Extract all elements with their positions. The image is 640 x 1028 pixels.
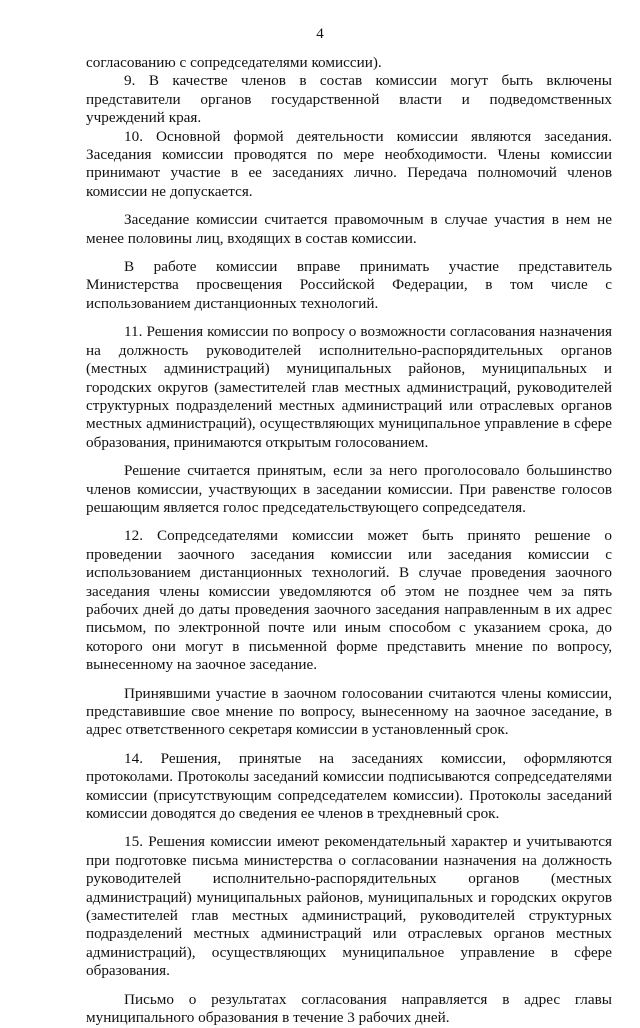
paragraph-continuation: согласованию с сопредседателями комиссии). xyxy=(86,54,382,71)
paragraph-majority-vote: Решение считается принятым, если за него проголосовало большинство членов комиссии, участвующих в заседании комиссии. При равенстве голосов решающим является голос председательствующего сопредседателя. xyxy=(86,462,612,516)
page-number: 4 xyxy=(316,26,324,42)
paragraph-item-12: 12. Сопредседателями комиссии может быть принято решение о проведении заочного заседания комиссии или заседания комиссии с использованием дистанционных технологий. В случае проведения заочного заседания члены комиссии уведомляются об этом не позднее чем за пять рабочих дней до даты проведения заочного заседания направленным в их адрес письмом, по электронной почте или иным способом с указанием срока, до которого они могут в письменной форме представить мнение по вопросу, вынесенному на заочное заседание. xyxy=(86,527,612,674)
paragraph-quorum: Заседание комиссии считается правомочным в случае участия в нем не менее половины лиц, входящих в состав комиссии. xyxy=(86,211,612,247)
paragraph-item-9: 9. В качестве членов в состав комиссии могут быть включены представители органов государственной власти и подведомственных учреждений края. xyxy=(86,72,612,127)
paragraph-result-letter: Письмо о результатах согласования направляется в адрес главы муниципального образования в течение 3 рабочих дней. xyxy=(86,990,612,1027)
paragraph-ministry-participation: В работе комиссии вправе принимать участие представитель Министерства просвещения Российской Федерации, в том числе с использованием дистанционных технологий. xyxy=(86,258,612,312)
paragraph-item-10: 10. Основной формой деятельности комиссии являются заседания. Заседания комиссии проводятся по мере необходимости. Члены комиссии принимают участие в ее заседаниях лично. Передача полномочий членов комиссии не допускается. xyxy=(86,127,612,200)
paragraph-absentee-vote: Принявшими участие в заочном голосовании считаются члены комиссии, представившие свое мнение по вопросу, вынесенному на заочное заседание, в адрес ответственного секретаря комиссии в установленный срок. xyxy=(86,684,612,739)
document-body xyxy=(86,54,612,1028)
paragraph-item-15: 15. Решения комиссии имеют рекомендательный характер и учитываются при подготовке письма министерства о согласовании назначения на должность руководителей исполнительно-распорядительных органов (местных администраций) муниципальных районов, муниципальных и городских округов (заместителей глав местных администраций, руководителей структурных подразделений местных администраций или отраслевых органов местных администраций), осуществляющих муниципальное управление в сфере образования. xyxy=(86,833,612,980)
paragraph-item-14: 14. Решения, принятые на заседаниях комиссии, оформляются протоколами. Протоколы заседаний комиссии подписываются сопредседателями комиссии (присутствующим сопредседателем комиссии). Протоколы заседаний комиссии доводятся до сведения ее членов в трехдневный срок. xyxy=(86,749,612,823)
paragraph-item-11: 11. Решения комиссии по вопросу о возможности согласования назначения на должность руководителей исполнительно-распорядительных органов (местных администраций) муниципальных районов, муниципальных и городских округов (заместителей глав местных администраций, руководителей структурных подразделений местных администраций или отраслевых органов местных администраций), осуществляющих муниципальное управление в сфере образования, принимаются открытым голосованием. xyxy=(86,323,612,451)
